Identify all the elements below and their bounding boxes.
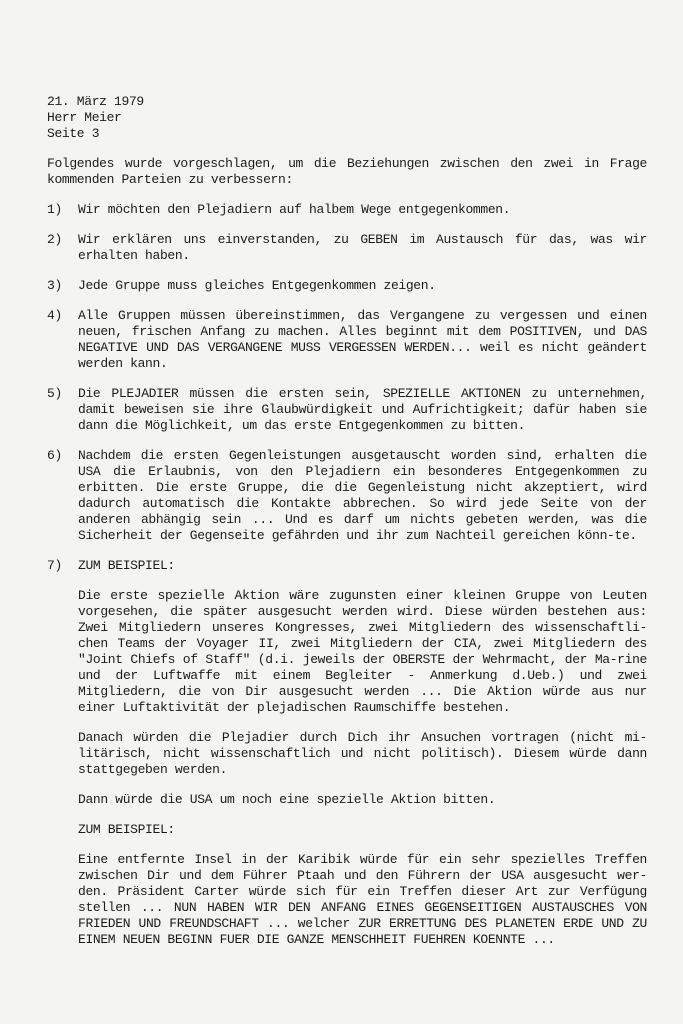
list-item-3 (47, 278, 647, 294)
list-item-5 (47, 386, 647, 434)
item-number: 2) (47, 232, 62, 247)
item-number: 4) (47, 308, 62, 323)
list-item-1 (47, 202, 647, 218)
page-number: Seite 3 (47, 126, 100, 141)
list-item-2 (47, 232, 647, 264)
letter-date: 21. März 1979 (47, 94, 144, 109)
item-text: Wir erklären uns einverstanden, zu GEBEN im Austausch für das, was wir erhalten haben. (78, 232, 647, 263)
item-number: 5) (47, 386, 62, 401)
list-item-7 (47, 558, 647, 948)
item-number: 1) (47, 202, 62, 217)
intro-paragraph: Folgendes wurde vorgeschlagen, um die Beziehungen zwischen den zwei in Frage kommenden Parteien zu verbessern: (47, 156, 647, 187)
item-7-paragraph-3: Dann würde die USA um noch eine spezielle Aktion bitten. (78, 792, 496, 807)
list-item-6 (47, 448, 647, 544)
item-7-paragraph-4: ZUM BEISPIEL: (78, 822, 175, 837)
item-number: 7) (47, 558, 62, 573)
item-number: 6) (47, 448, 62, 463)
item-text: Die PLEJADIER müssen die ersten sein, SPEZIELLE AKTIONEN zu unternehmen, damit beweisen sie ihre Glaubwürdigkeit und Aufrichtigkeit; dafür haben sie dann die Möglichkeit, um das erste Entgegenkommen zu bitten. (78, 386, 647, 433)
item-number: 3) (47, 278, 62, 293)
item-text: Jede Gruppe muss gleiches Entgegenkommen zeigen. (78, 278, 436, 293)
item-text: Wir möchten den Plejadiern auf halbem Wege entgegenkommen. (78, 202, 511, 217)
item-text: Nachdem die ersten Gegenleistungen ausgetauscht worden sind, erhalten die USA die Erlaubnis, von den Plejadiern ein besonderes Entgegenkommen zu erbitten. Die erste Gruppe, die die Gegenleistung nicht akzeptiert, wird dadurch automatisch die Kontakte abbrechen. So wird jede Seite von der anderen abhängig sein ... Und es darf um nichts gebeten werden, was die Sicherheit der Gegenseite gefährden und ihr zum Nachteil gereichen könn-te. (78, 448, 647, 543)
letter-recipient: Herr Meier (47, 110, 122, 125)
item-7-paragraph-2: Danach würden die Plejadier durch Dich ihr Ansuchen vortragen (nicht mi-litärisch, nicht wissenschaftlich und nicht politisch). Diesem würde dann stattgegeben werden. (78, 730, 647, 777)
list-item-4 (47, 308, 647, 372)
item-text: Alle Gruppen müssen übereinstimmen, das Vergangene zu vergessen und einen neuen, frischen Anfang zu machen. Alles beginnt mit dem POSITIVEN, und DAS NEGATIVE UND DAS VERGANGENE MUSS VERGESSEN WERDEN... weil es nicht geändert werden kann. (78, 308, 647, 371)
item-7-paragraph-1: Die erste spezielle Aktion wäre zugunsten einer kleinen Gruppe von Leuten vorgesehen, die später ausgesucht werden wird. Diese würden bestehen aus: Zwei Mitgliedern unseres Kongresses, zwei Mitgliedern des wissenschaftli-chen Teams der Voyager II, zwei Mitgliedern der CIA, zwei Mitgliedern des "Joint Chiefs of Staff" (d.i. jeweils der OBERSTE der Wehrmacht, der Ma-rine und der Luftwaffe mit einem Begleiter - Anmerkung d.Ueb.) und zwei Mitgliedern, die von Dir ausgesucht werden ... Die Aktion würde aus nur einer Luftaktivität der plejadischen Raumschiffe bestehen. (78, 588, 647, 715)
item-7-paragraph-5: Eine entfernte Insel in der Karibik würde für ein sehr spezielles Treffen zwischen Dir und dem Führer Ptaah und den Führern der USA ausgesucht wer-den. Präsident Carter würde sich für ein Treffen dieser Art zur Verfügung stellen ... NUN HABEN WIR DEN ANFANG EINES GEGENSEITIGEN AUSTAUSCHES VON FRIEDEN UND FREUNDSCHAFT ... welcher ZUR ERRETTUNG DES PLANETEN ERDE UND ZU EINEM NEUEN BEGINN FUER DIE GANZE MENSCHHEIT FUEHREN KOENNTE ... (78, 852, 647, 947)
item-7-body (78, 558, 647, 948)
letter-body (47, 94, 647, 948)
item-text: ZUM BEISPIEL: (78, 558, 175, 573)
spacer (47, 142, 647, 156)
